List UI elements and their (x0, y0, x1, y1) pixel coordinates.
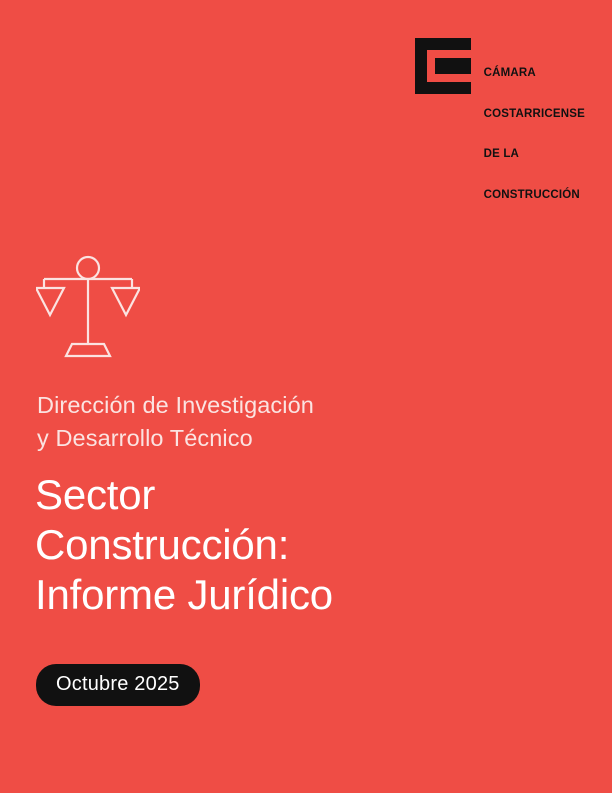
date-badge: Octubre 2025 (36, 664, 200, 706)
camara-logo-icon (415, 38, 471, 94)
logo-line-4: CONSTRUCCIÓN (483, 188, 580, 201)
logo-line-1: CÁMARA (483, 67, 536, 79)
cover-subtitle (37, 389, 557, 455)
logo-wordmark (484, 38, 585, 229)
logo-line-2: COSTARRICENSE (483, 107, 585, 120)
logo-line-3: DE LA (483, 148, 520, 160)
scales-of-justice-icon (36, 252, 140, 360)
cover-subtitle-line-1: Dirección de Investigación (37, 392, 314, 418)
page-title-line-3: Informe Jurídico (35, 571, 333, 618)
page-title (35, 470, 575, 620)
page-title-line-1: Sector (35, 471, 156, 518)
logo-block (415, 38, 585, 229)
page-title-line-2: Construcción: (35, 521, 290, 568)
cover-subtitle-line-2: y Desarrollo Técnico (37, 425, 253, 451)
